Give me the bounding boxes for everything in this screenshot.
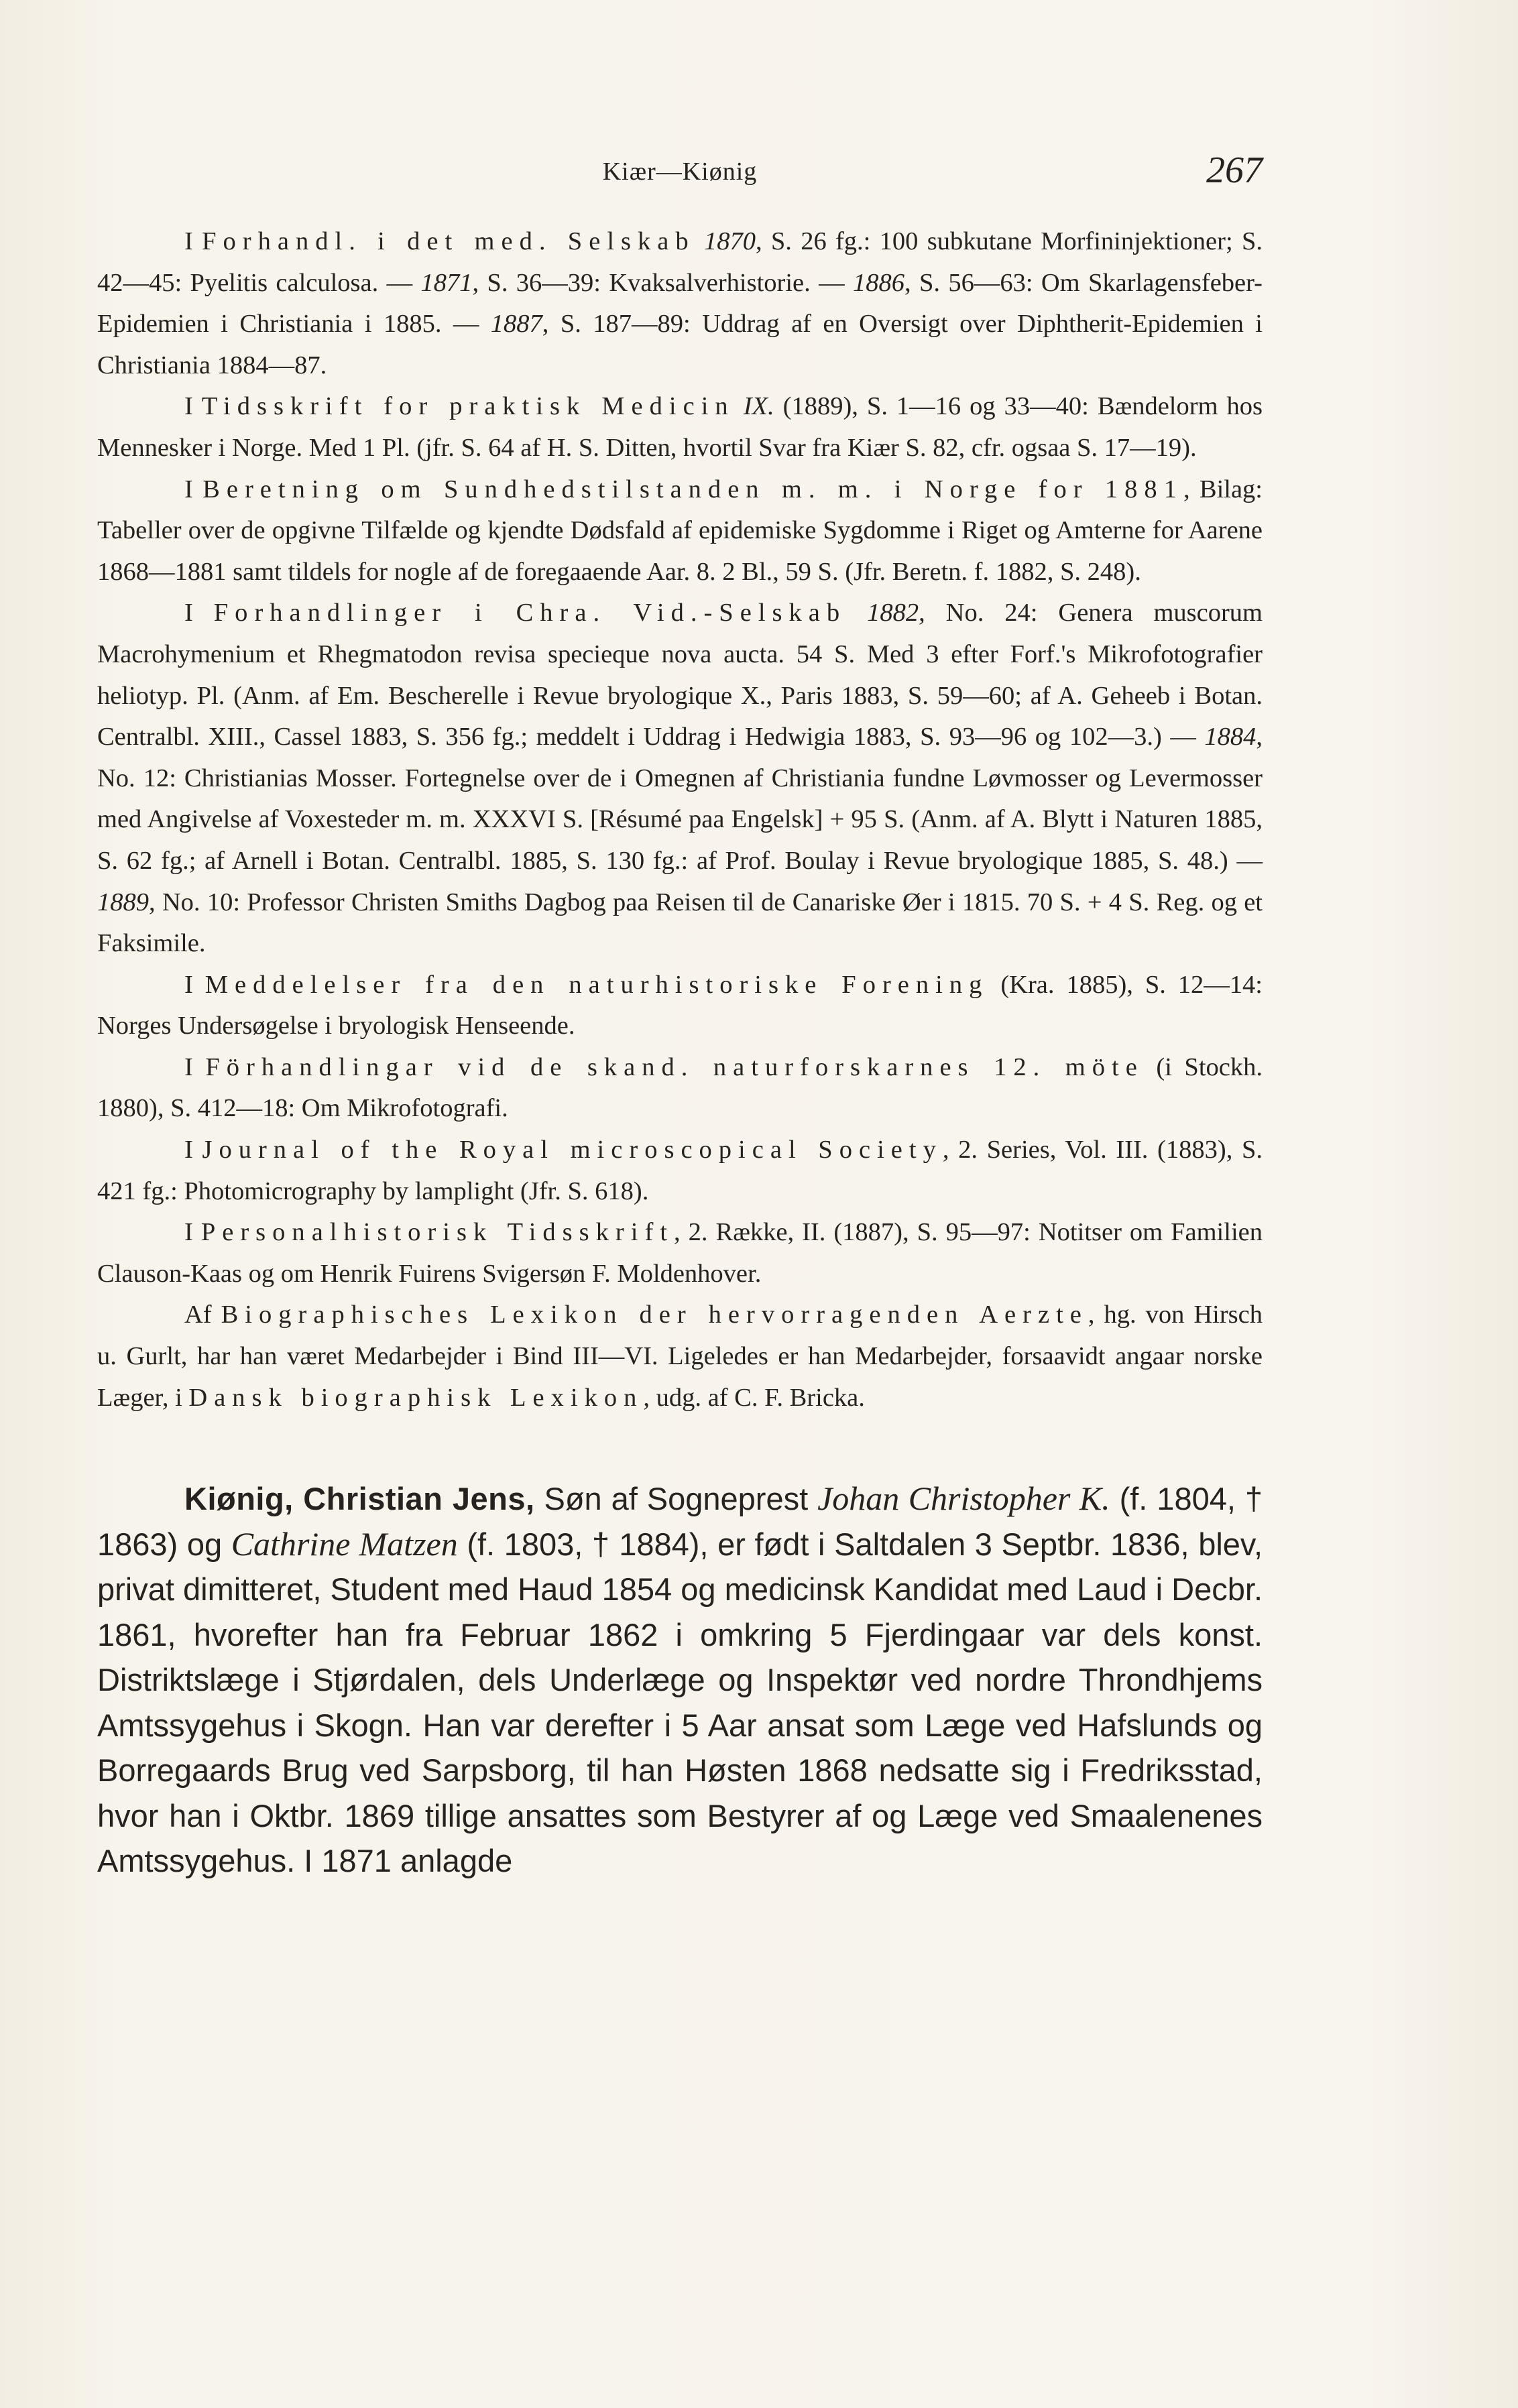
- bibliography-item: [97, 386, 1263, 469]
- source-title: Forhandlinger i Chra. Vid.-Selskab: [213, 599, 847, 627]
- text-run: , S. 56—63: Om Skarlagensfeber-Epidemien i Christiania i 1885. —: [97, 268, 1263, 339]
- source-title: Förhandlingar vid de skand. naturforskarnes 12. möte: [205, 1052, 1144, 1081]
- text-run: I: [184, 475, 203, 503]
- bibliography-item: [97, 593, 1263, 964]
- text-run: (i Stockh. 1880), S. 412—18: Om Mikrofotografi.: [97, 1052, 1263, 1123]
- bibliography-item: [97, 221, 1263, 386]
- biography-entry: [97, 1476, 1263, 1884]
- text-run: 1884: [1204, 723, 1257, 751]
- text-run: I: [184, 1052, 206, 1081]
- bibliography-list: [97, 221, 1263, 1419]
- text-run: , 2. Series, Vol. III. (1883), S. 421 fg.: Photomicrography by lamplight (Jfr. S. 618).: [97, 1136, 1263, 1205]
- page-body: [97, 221, 1263, 1884]
- text-run: [846, 599, 867, 627]
- text-run: , Bilag: Tabeller over de opgivne Tilfælde og kjendte Dødsfald af epidemiske Sygdomme i Riget og Amterne for Aarene 1868—1881 samt tildels for nogle af de foregaaende Aar. 8. 2 Bl., 59 S. (Jfr. Beretn. f. 1882, S. 248).: [97, 475, 1263, 586]
- text-run: (f. 1803, † 1884), er født i Saltdalen 3 Septbr. 1836, blev, privat dimitteret, Student med Haud 1854 og medicinsk Kandidat med Laud i Decbr. 1861, hvorefter han fra Februar 1862 i omkring 5 Fjerdingaar var dels konst. Distriktslæge i Stjørdalen, dels Underlæge og Inspektør ved nordre Throndhjems Amtssygehus i Skogn. Han var derefter i 5 Aar ansat som Læge ved Hafslunds og Borregaards Brug ved Sarpsborg, til han Høsten 1868 nedsatte sig i Fredriksstad, hvor han i Oktbr. 1869 tillige ansattes som Bestyrer af og Læge ved Smaalenenes Amtssygehus. I 1871 anlagde: [97, 1526, 1263, 1879]
- text-run: I: [184, 392, 202, 421]
- text-run: [695, 227, 704, 255]
- text-run: IX.: [743, 392, 774, 421]
- text-run: 1887: [490, 310, 542, 339]
- source-title: Journal of the Royal microscopical Society: [202, 1136, 943, 1164]
- text-run: Cathrine Matzen: [231, 1524, 458, 1563]
- text-run: (1889), S. 1—16 og 33—40: Bændelorm hos Mennesker i Norge. Med 1 Pl. (jfr. S. 64 af H. S. Ditten, hvortil Svar fra Kiær S. 82, cfr. ogsaa S. 17—19).: [97, 392, 1263, 462]
- text-run: 1870: [703, 227, 756, 255]
- running-head: Kiær—Kiønig: [602, 158, 758, 186]
- text-run: , S. 26 fg.: 100 subkutane Morfininjektioner; S. 42—45: Pyelitis calculosa. —: [97, 227, 1263, 297]
- text-run: , No. 12: Christianias Mosser. Fortegnelse over de i Omegnen af Christiania fundne Løvmosser og Levermosser med Angivelse af Voxesteder m. m. XXXVI S. [Résumé paa Engelsk] + 95 S. (Anm. af A. Blytt i Naturen 1885, S. 62 fg.; af Arnell i Botan. Centralbl. 1885, S. 130 fg.: af Prof. Boulay i Revue bryologique 1885, S. 48.) —: [97, 723, 1263, 875]
- text-run: 1889: [97, 888, 149, 916]
- source-title: Dansk biographisk Lexikon: [188, 1383, 644, 1412]
- text-run: , hg. von Hirsch u. Gurlt, har han været Medarbejder i Bind III—VI. Ligeledes er han Medarbejder, forsaavidt angaar norske Læger, i: [97, 1301, 1263, 1412]
- text-run: , udg. af C. F. Bricka.: [643, 1383, 865, 1412]
- text-run: (f. 1804, † 1863) og: [97, 1481, 1263, 1562]
- page-number: 267: [1206, 149, 1263, 191]
- entry-name: Kiønig, Christian Jens,: [184, 1481, 535, 1517]
- text-run: I: [184, 970, 205, 999]
- text-run: Af: [184, 1301, 221, 1329]
- text-run: 1882: [867, 599, 919, 627]
- source-title: Biographisches Lexikon der hervorragenden Aerzte: [221, 1301, 1088, 1329]
- text-run: , S. 36—39: Kvaksalverhistorie. —: [472, 268, 853, 297]
- bibliography-item: [97, 1130, 1263, 1212]
- page-header: [97, 149, 1263, 196]
- source-title: Personalhistorisk Tidsskrift: [200, 1218, 674, 1247]
- text-run: , No. 24: Genera muscorum Macrohymenium et Rhegmatodon revisa specieque nova aucta. 54 S. Med 3 efter Forf.'s Mikrofotografier heliotyp. Pl. (Anm. af Em. Bescherelle i Revue bryologique X., Paris 1883, S. 59—60; af A. Geheeb i Botan. Centralbl. XIII., Cassel 1883, S. 356 fg.; meddelt i Uddrag i Hedwigia 1883, S. 93—96 og 102—3.) —: [97, 599, 1263, 751]
- text-run: , No. 10: Professor Christen Smiths Dagbog paa Reisen til de Canariske Øer i 1815. 70 S. + 4 S. Reg. og et Faksimile.: [97, 888, 1263, 958]
- source-title: Tidsskrift for praktisk Medicin: [201, 392, 735, 421]
- text-run: I: [184, 227, 202, 255]
- text-run: I: [184, 1136, 202, 1164]
- text-run: Johan Christopher K.: [817, 1480, 1110, 1518]
- text-run: Søn af Sogneprest: [534, 1481, 818, 1517]
- text-run: I: [184, 599, 214, 627]
- text-run: , S. 187—89: Uddrag af en Oversigt over Diphtherit-Epidemien i Christiania 1884—87.: [97, 310, 1263, 379]
- source-title: Meddelelser fra den naturhistoriske Forening: [205, 970, 989, 999]
- text-run: , 2. Række, II. (1887), S. 95—97: Notitser om Familien Clauson-Kaas og om Henrik Fuirens Svigersøn F. Moldenhover.: [97, 1218, 1263, 1288]
- bibliography-item: [97, 1295, 1263, 1419]
- bibliography-item: [97, 1047, 1263, 1130]
- text-run: [735, 392, 744, 420]
- bibliography-item: [97, 1212, 1263, 1295]
- text-run: 1886: [852, 268, 904, 297]
- bibliography-item: [97, 469, 1263, 593]
- source-title: Beretning om Sundhedstilstanden m. m. i Norge for 1881: [202, 475, 1183, 503]
- text-run: I: [184, 1218, 201, 1247]
- source-title: Forhandl. i det med. Selskab: [202, 227, 695, 255]
- text-run: (Kra. 1885), S. 12—14: Norges Undersøgelse i bryologisk Henseende.: [97, 970, 1263, 1040]
- text-run: 1871: [420, 268, 473, 297]
- bibliography-item: [97, 965, 1263, 1047]
- biography-paragraph: [97, 1476, 1263, 1884]
